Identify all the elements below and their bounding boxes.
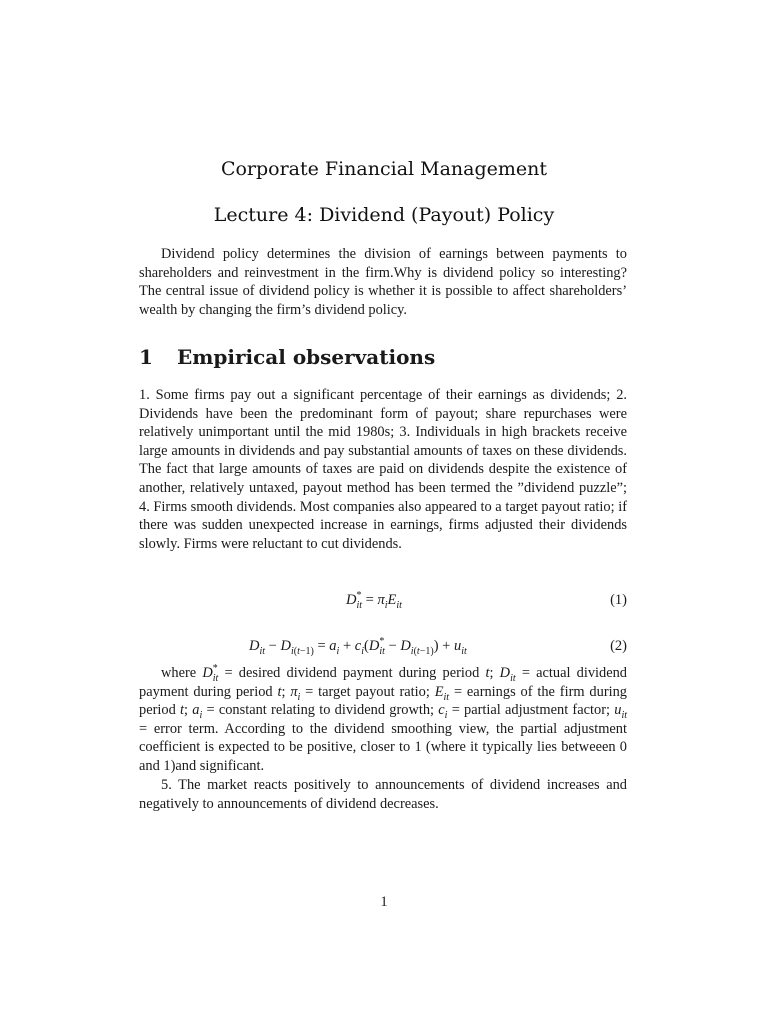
section-number: 1 bbox=[139, 345, 153, 369]
lecture-title: Lecture 4: Dividend (Payout) Policy bbox=[213, 204, 555, 226]
section-title: Empirical observations bbox=[177, 345, 436, 369]
point-5-paragraph: 5. The market reacts positively to announcements of dividend increases and negatively to announcements of dividend decreases. bbox=[139, 777, 627, 812]
section-heading bbox=[139, 345, 435, 369]
equation-1-number: (1) bbox=[610, 592, 627, 608]
equation-2-formula: $D_{it} - D_{i(t-1)} = a_i + c_i(D^*_{it} - D_{i(t-1)}) + u_{it}$ bbox=[249, 636, 467, 657]
intro-paragraph: Dividend policy determines the division of earnings between payments to shareholders and reinvestment in the firm.Why is dividend policy so interesting? The central issue of dividend policy is whether it is possible to affect shareholders’ wealth by changing the firm’s dividend policy. bbox=[139, 246, 627, 318]
equation-1 bbox=[139, 592, 627, 614]
equation-2 bbox=[139, 638, 627, 660]
equation-1-formula: $D^*_{it} = \pi_iE_{it}$ bbox=[346, 590, 402, 611]
section-body-paragraph: 1. Some firms pay out a significant percentage of their earnings as dividends; 2. Dividends have been the predominant form of payout; share repurchases were relatively unimportant until the mid 1980s; 3. Individuals in high brackets receive large amounts in dividends and pay substantial amounts of taxes on these dividends. The fact that large amounts of taxes are paid on dividends despite the existence of another, relatively untaxed, payout method has been termed the ”dividend puzzle”; 4. Firms smooth dividends. Most companies also appeared to a target payout ratio; if there was sudden unexpected increase in earnings, firms adjusted their dividends slowly. Firms were reluctant to cut dividends. bbox=[139, 387, 627, 552]
page-number: 1 bbox=[380, 894, 388, 910]
course-title: Corporate Financial Management bbox=[220, 158, 548, 180]
equation-2-number: (2) bbox=[610, 638, 627, 654]
variable-definitions-paragraph: where $D^*_{it}$ = desired dividend payment during period t; $D_{it}$ = actual dividend payment during period t; $\pi_i$ = target payout ratio; $E_{it}$ = earnings of the firm during period t; $a_i$ = constant relating to dividend growth; $c_i$ = partial adjustment factor; $u_{it}$ = error term. According to the dividend smoothing view, the partial adjustment coefficient is expected to be positive, closer to 1 (where it typically lies betweeen 0 and 1)and significant. bbox=[139, 663, 628, 774]
